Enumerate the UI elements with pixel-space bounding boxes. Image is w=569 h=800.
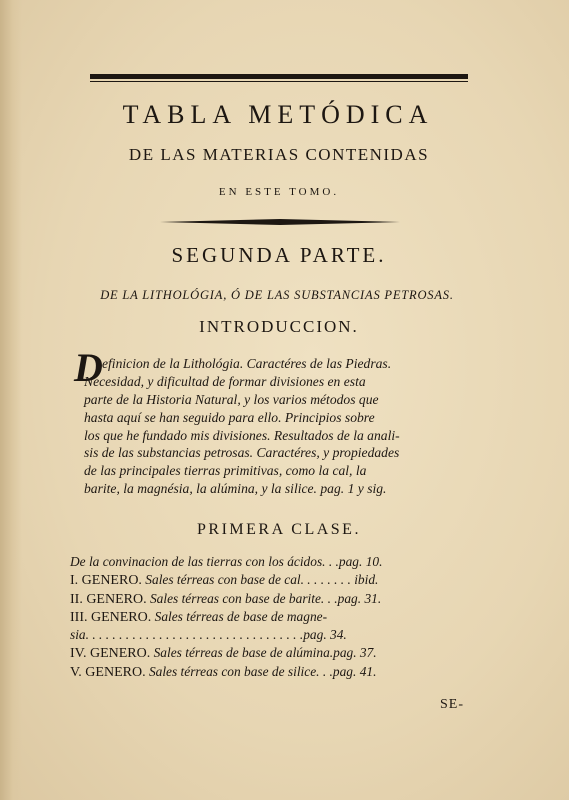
ornament-rule <box>160 218 400 226</box>
part-subheading: DE LA LITHOLÓGIA, Ó DE LAS SUBSTANCIAS PETROSAS. <box>100 288 454 302</box>
paragraph-line: sis de las substancias petrosas. Caractéres, y propiedades <box>84 445 400 461</box>
paragraph-line-last <box>72 480 478 498</box>
list-item <box>70 644 478 662</box>
page-subtitle: DE LAS MATERIAS CONTENIDAS <box>128 145 430 164</box>
page-reference: pag. 1 y sig. <box>320 481 387 497</box>
entry-text: sia. . . . . . . . . . . . . . . . . . . . . . . . . . . . . . . . . <box>70 627 304 643</box>
list-item <box>70 553 478 571</box>
paragraph-line: los que he fundado mis divisiones. Resultados de la anali- <box>84 427 400 443</box>
intro-paragraph <box>72 355 478 498</box>
genus-label: III. GENERO. <box>70 609 152 625</box>
list-item <box>70 663 478 681</box>
list-item <box>70 590 478 608</box>
list-item <box>70 608 478 626</box>
contents-list <box>70 553 478 681</box>
entry-page: pag. 37. <box>333 645 377 661</box>
paragraph-line: efinicion de la Lithológia. Caractéres de las Piedras. <box>102 356 392 371</box>
paragraph-line: parte de la Historia Natural, y los varios métodos que <box>84 391 379 407</box>
entry-page: pag. 34. <box>303 627 347 643</box>
drop-capital: D <box>74 345 103 390</box>
genus-label: I. GENERO. <box>70 573 142 589</box>
paragraph-line: hasta aquí se han seguido para ello. Principios sobre <box>84 409 375 425</box>
header-rule-thin <box>90 81 468 82</box>
intro-heading: INTRODUCCION. <box>199 317 359 336</box>
list-item <box>70 626 478 644</box>
entry-text: Sales térreas con base de cal. . . . . . . . <box>145 572 351 588</box>
paragraph-line: de las principales tierras primitivas, como la cal, la <box>84 463 367 479</box>
entry-text: Sales térreas de base de alúmina. <box>153 645 334 661</box>
entry-text: Sales térreas con base de silice. . . <box>148 663 333 679</box>
entry-text: De la convinacion de las tierras con los ácidos. . . <box>70 554 339 569</box>
part-heading: SEGUNDA PARTE. <box>171 243 387 267</box>
entry-text: Sales térreas con base de barite. . . <box>149 590 338 606</box>
genus-label: II. GENERO. <box>70 591 147 607</box>
class-heading: PRIMERA CLASE. <box>197 521 361 538</box>
entry-page: pag. 31. <box>337 590 382 606</box>
paragraph-line-text: barite, la magnésia, la alúmina, y la silice. <box>84 481 317 497</box>
catchword: SE- <box>440 697 464 712</box>
paragraph-line: Necesidad, y dificultad de formar divisiones en esta <box>84 373 366 389</box>
page-title: TABLA METÓDICA <box>122 100 434 129</box>
entry-text: Sales térreas de base de magne- <box>154 608 328 624</box>
list-item <box>70 571 478 589</box>
entry-page: pag. 10. <box>338 554 383 569</box>
genus-label: IV. GENERO. <box>70 646 151 662</box>
entry-page: pag. 41. <box>332 663 377 679</box>
genus-label: V. GENERO. <box>70 664 146 680</box>
page-spine-shadow <box>0 0 22 800</box>
entry-page: ibid. <box>354 572 379 588</box>
header-rule-thick <box>90 74 468 79</box>
page-subtitle-small: EN ESTE TOMO. <box>218 186 340 198</box>
